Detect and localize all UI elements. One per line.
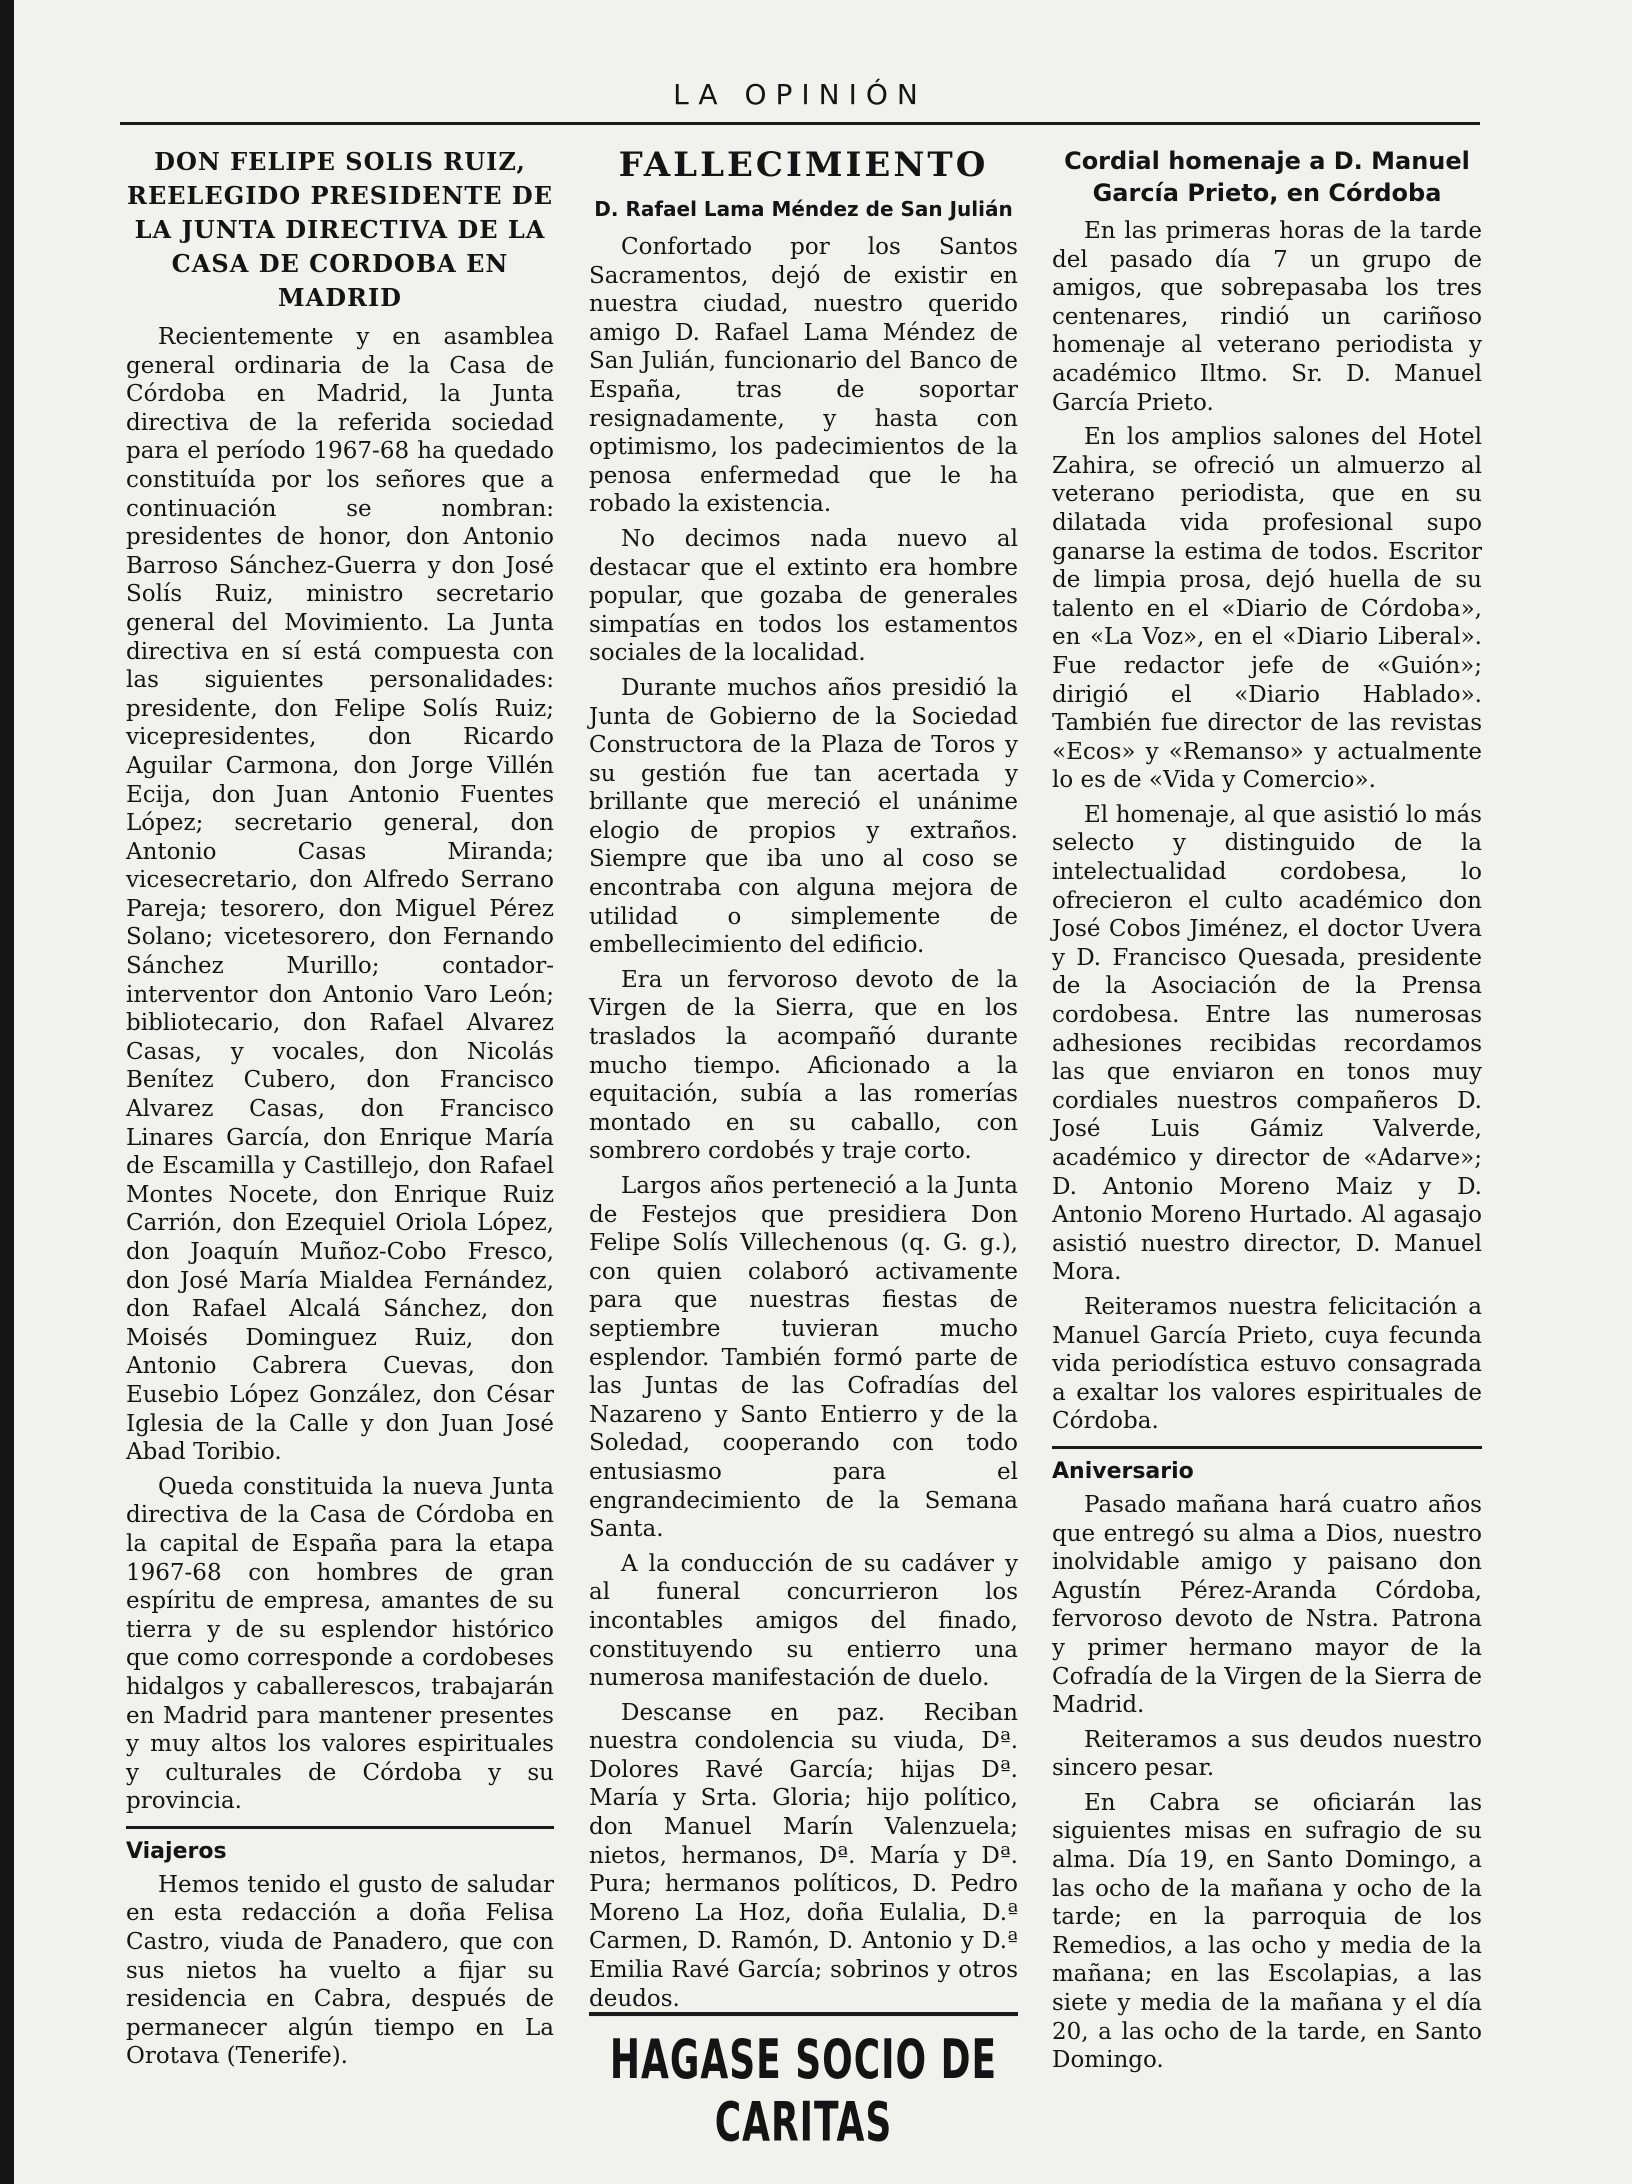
column-center bbox=[589, 145, 1018, 2019]
masthead bbox=[120, 78, 1480, 130]
article-subheadline: D. Rafael Lama Méndez de San Julián bbox=[594, 197, 1013, 221]
section-paragraph: Reiteramos a sus deudos nuestro sincero pesar. bbox=[1052, 1726, 1482, 1782]
masthead-rule bbox=[120, 122, 1480, 125]
column-left bbox=[126, 145, 554, 2077]
article-paragraph: Reiteramos nuestra felicitación a Manuel García Prieto, cuya fecunda vida periodística estuvo consagrada a exaltar los valores espirituales de Córdoba. bbox=[1052, 1293, 1482, 1435]
article-paragraph: Era un fervoroso devoto de la Virgen de la Sierra, que en los traslados la acompañó durante mucho tiempo. Aficionado a la equitación, subía a las romerías montado en su caballo, con sombrero cordobés y traje corto. bbox=[589, 966, 1018, 1165]
section-paragraph: Hemos tenido el gusto de saludar en esta redacción a doña Felisa Castro, viuda de Panadero, que con sus nietos ha vuelto a fijar su residencia en Cabra, después de permanecer algún tiempo en La Orotava (Tenerife). bbox=[126, 1871, 554, 2070]
article-headline: Cordial homenaje a D. Manuel García Prieto, en Córdoba bbox=[1064, 147, 1470, 207]
article-headline: DON FELIPE SOLIS RUIZ, REELEGIDO PRESIDENTE DE LA JUNTA DIRECTIVA DE LA CASA DE CORDOBA EN MADRID bbox=[127, 147, 553, 312]
article-paragraph: Descanse en paz. Reciban nuestra condolencia su viuda, Dª. Dolores Ravé García; hijas Dª. María y Srta. Gloria; hijo político, don Manuel Marín Valenzuela; nietos, hermanos, Dª. María y Dª. Pura; hermanos políticos, D. Pedro Moreno La Hoz, doña Eulalia, D.ª Carmen, D. Ramón, D. Antonio y D.ª Emilia Ravé García; sobrinos y otros deudos. bbox=[589, 1699, 1018, 2012]
section-paragraph: Pasado mañana hará cuatro años que entregó su alma a Dios, nuestro inolvidable amigo y paisano don Agustín Pérez-Aranda Córdoba, fervoroso devoto de Nstra. Patrona y primer hermano mayor de la Cofradía de la Virgen de la Sierra de Madrid. bbox=[1052, 1491, 1482, 1719]
section-divider bbox=[126, 1826, 554, 1829]
section-paragraph: En Cabra se oficiarán las siguientes misas en sufragio de su alma. Día 19, en Santo Domingo, a las ocho de la mañana y ocho de la tarde; en la parroquia de los Remedios, a las ocho y media de la mañana; en las Escolapias, a las siete y media de la mañana y el día 20, a las ocho de la tarde, en Santo Domingo. bbox=[1052, 1789, 1482, 2074]
section-title: Viajeros bbox=[126, 1838, 227, 1864]
caritas-banner: HAGASE SOCIO DE CARITAS bbox=[589, 2012, 1018, 2154]
article-paragraph: El homenaje, al que asistió lo más selecto y distinguido de la intelectualidad cordobesa, lo ofrecieron el culto académico don José Cobos Jiménez, el doctor Uvera y D. Francisco Quesada, presidente de la Asociación de la Prensa cordobesa. Entre las numerosas adhesiones recibidas recordamos las que enviaron en tonos muy cordiales nuestros compañeros D. José Luis Gámiz Valverde, académico y director de «Adarve»; D. Antonio Moreno Maiz y D. Antonio Moreno Hurtado. Al agasajo asistió nuestro director, D. Manuel Mora. bbox=[1052, 801, 1482, 1286]
article-headline: FALLECIMIENTO bbox=[618, 145, 989, 185]
section-divider bbox=[1052, 1446, 1482, 1449]
masthead-title: LA OPINIÓN bbox=[673, 78, 927, 111]
article-paragraph: En las primeras horas de la tarde del pasado día 7 un grupo de amigos, que sobrepasaba los tres centenares, rindió un cariñoso homenaje al veterano periodista y académico Iltmo. Sr. D. Manuel García Prieto. bbox=[1052, 218, 1482, 416]
binding-edge bbox=[0, 0, 14, 2184]
article-paragraph: Largos años perteneció a la Junta de Festejos que presidiera Don Felipe Solís Villechenous (q. G. g.), con quien colaboró activamente para que nuestras fiestas de septiembre tuvieran mucho esplendor. También formó parte de las Juntas de las Cofradías del Nazareno y Santo Entierro y de la Soledad, cooperando con todo entusiasmo para el engrandecimiento de la Semana Santa. bbox=[589, 1173, 1018, 1543]
article-paragraph: No decimos nada nuevo al destacar que el extinto era hombre popular, que gozaba de generales simpatías en todos los estamentos sociales de la localidad. bbox=[589, 525, 1018, 667]
column-right bbox=[1052, 145, 1482, 2081]
article-paragraph: A la conducción de su cadáver y al funeral concurrieron los incontables amigos del finado, constituyendo su entierro una numerosa manifestación de duelo. bbox=[589, 1550, 1018, 1692]
article-paragraph: Durante muchos años presidió la Junta de Gobierno de la Sociedad Constructora de la Plaza de Toros y su gestión fue tan acertada y brillante que mereció el unánime elogio de propios y extraños. Siempre que iba uno al coso se encontraba con alguna mejora de utilidad o simplemente de embellecimiento del edificio. bbox=[589, 674, 1018, 959]
article-paragraph: Confortado por los Santos Sacramentos, dejó de existir en nuestra ciudad, nuestro querido amigo D. Rafael Lama Méndez de San Julián, funcionario del Banco de España, tras de soportar resignadamente, y hasta con optimismo, los padecimientos de la penosa enfermedad que le ha robado la existencia. bbox=[589, 234, 1018, 518]
section-title: Aniversario bbox=[1052, 1458, 1194, 1484]
article-paragraph: Queda constituida la nueva Junta directiva de la Casa de Córdoba en la capital de España para la etapa 1967-68 con hombres de gran espíritu de empresa, amantes de su tierra y de su esplendor histórico que como corresponde a cordobeses hidalgos y caballerescos, trabajarán en Madrid para mantener presentes y muy altos los valores espirituales y culturales de Córdoba y su provincia. bbox=[126, 1473, 554, 1815]
article-paragraph: En los amplios salones del Hotel Zahira, se ofreció un almuerzo al veterano periodista, que en su dilatada vida profesional supo ganarse la estima de todos. Escritor de limpia prosa, dejó huella de su talento en el «Diario de Córdoba», en «La Voz», en el «Diario Liberal». Fue redactor jefe de «Guión»; dirigió el «Diario Hablado». También fue director de las revistas «Ecos» y «Remanso» y actualmente lo es de «Vida y Comercio». bbox=[1052, 424, 1482, 794]
article-paragraph: Recientemente y en asamblea general ordinaria de la Casa de Córdoba en Madrid, la Junta directiva de la referida sociedad para el período 1967-68 ha quedado constituída por los señores que a continuación se nombran: presidentes de honor, don Antonio Barroso Sánchez-Guerra y don José Solís Ruiz, ministro secretario general del Movimiento. La Junta directiva en sí está compuesta con las siguientes personalidades: presidente, don Felipe Solís Ruiz; vicepresidentes, don Ricardo Aguilar Carmona, don Jorge Villén Ecija, don Juan Antonio Fuentes López; secretario general, don Antonio Casas Miranda; vicesecretario, don Alfredo Serrano Pareja; tesorero, don Miguel Pérez Solano; vicetesorero, don Fernando Sánchez Murillo; contador-interventor don Antonio Varo León; bibliotecario, don Rafael Alvarez Casas, y vocales, don Nicolás Benítez Cubero, don Francisco Alvarez Casas, don Francisco Linares García, don Enrique María de Escamilla y Castillejo, don Rafael Montes Nocete, don Enrique Ruiz Carrión, don Ezequiel Oriola López, don Joaquín Muñoz-Cobo Fresco, don José María Mialdea Fernández, don Rafael Alcalá Sánchez, don Moisés Dominguez Ruiz, don Antonio Cabrera Cuevas, don Eusebio López González, don César Iglesia de la Calle y don Juan José Abad Toribio. bbox=[126, 324, 554, 1466]
